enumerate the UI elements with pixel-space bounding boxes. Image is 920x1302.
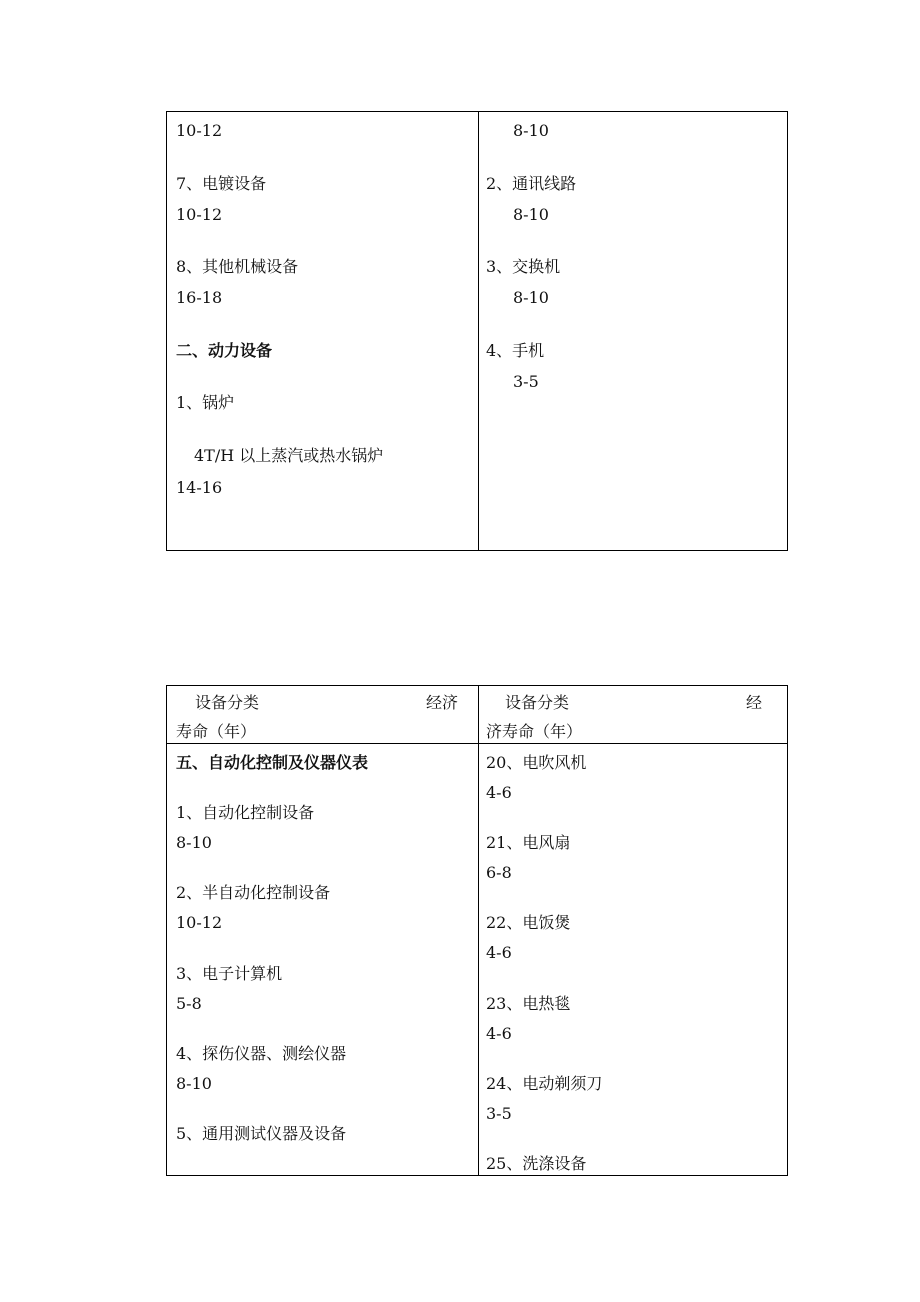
- header-category: 设备分类: [195, 693, 260, 712]
- header-category: 设备分类: [505, 693, 570, 712]
- table2-left-line: 3、电子计算机: [176, 964, 283, 983]
- table1-left-line: 1、锅炉: [176, 393, 235, 412]
- table2-left-line: 8-10: [176, 1074, 212, 1093]
- table1-right-line: 8-10: [513, 205, 549, 224]
- table2-left-line: 8-10: [176, 833, 212, 852]
- table1-left-line: 10-12: [176, 205, 223, 224]
- table1-right-line: 2、通讯线路: [486, 174, 577, 193]
- table2-right-line: 6-8: [486, 863, 512, 882]
- table2-right-line: 3-5: [486, 1104, 512, 1123]
- table1-left-line: 7、电镀设备: [176, 174, 267, 193]
- table1-left-line: 10-12: [176, 121, 223, 140]
- header-life-part: 经: [746, 693, 763, 712]
- table1-right-line: 8-10: [513, 121, 549, 140]
- table1-left-line: 16-18: [176, 288, 223, 307]
- table2-left-line: 5、通用测试仪器及设备: [176, 1124, 347, 1143]
- header-divider: [167, 743, 787, 744]
- table1-left-line: 14-16: [176, 478, 223, 497]
- column-divider: [478, 112, 479, 550]
- table1-right-line: 3、交换机: [486, 257, 561, 276]
- table1-right-line: 3-5: [513, 372, 539, 391]
- header-life-part: 经济: [426, 693, 459, 712]
- table2-right-line: 20、电吹风机: [486, 753, 587, 772]
- table2-right-line: 21、电风扇: [486, 833, 571, 852]
- table-1: [166, 111, 788, 551]
- table2-right-line: 4-6: [486, 943, 512, 962]
- table-2: [166, 685, 788, 1176]
- table1-right-line: 4、手机: [486, 341, 545, 360]
- table2-right-line: 4-6: [486, 783, 512, 802]
- table1-left-line: 8、其他机械设备: [176, 257, 299, 276]
- section-heading: 五、自动化控制及仪器仪表: [176, 753, 369, 772]
- table1-right-line: 8-10: [513, 288, 549, 307]
- header-life-part: 济寿命（年）: [486, 722, 583, 741]
- table1-left-line: 4T/H 以上蒸汽或热水锅炉: [194, 446, 384, 465]
- table2-left-line: 10-12: [176, 913, 223, 932]
- table2-right-line: 22、电饭煲: [486, 913, 571, 932]
- column-divider: [478, 686, 479, 1175]
- table2-left-line: 4、探伤仪器、测绘仪器: [176, 1044, 347, 1063]
- table2-right-line: 4-6: [486, 1024, 512, 1043]
- table2-left-line: 5-8: [176, 994, 202, 1013]
- section-heading: 二、动力设备: [176, 341, 273, 360]
- header-life-part: 寿命（年）: [176, 722, 257, 741]
- table2-left-line: 1、自动化控制设备: [176, 803, 315, 822]
- table2-left-line: 2、半自动化控制设备: [176, 883, 331, 902]
- table2-right-line: 24、电动剃须刀: [486, 1074, 603, 1093]
- table2-right-line: 25、洗涤设备: [486, 1154, 587, 1173]
- table2-right-line: 23、电热毯: [486, 994, 571, 1013]
